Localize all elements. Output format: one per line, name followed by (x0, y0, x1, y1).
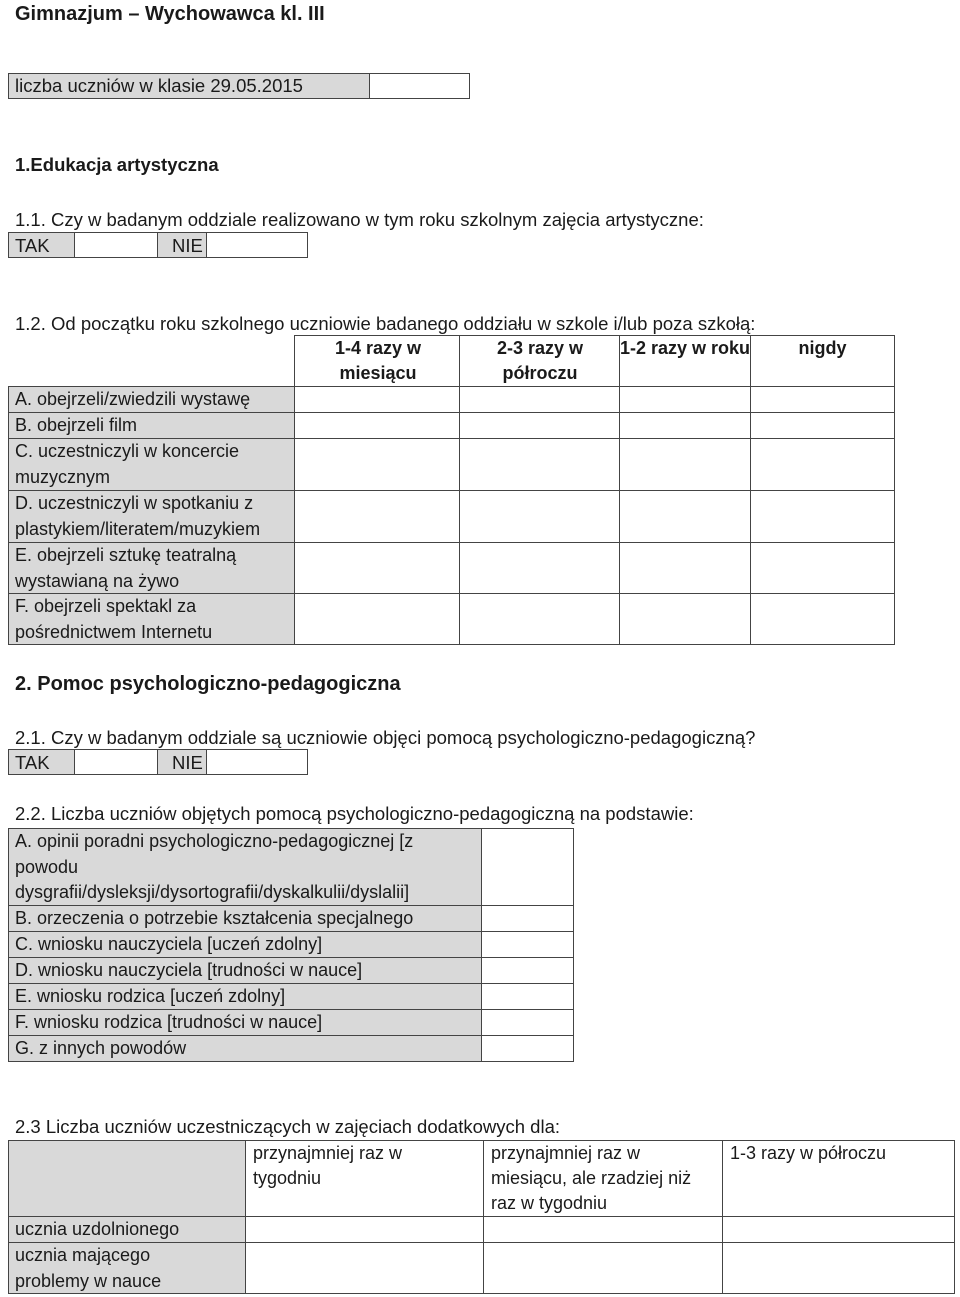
row-divider (481, 1009, 574, 1010)
row-label-d: D. uczestniczyli w spotkaniu z plastykiem/literatem/muzykiem (15, 493, 261, 539)
question-2-2: 2.2. Liczba uczniów objętych pomocą psychologiczno-pedagogiczną na podstawie: (15, 803, 694, 824)
col-header-half-year-text: 2-3 razy w półroczu (496, 338, 584, 383)
basis-label-g: G. z innych powodów (15, 1038, 187, 1058)
row-divider (245, 1242, 955, 1243)
row-label-gifted: ucznia uzdolnionego (15, 1219, 180, 1239)
count-input[interactable] (369, 73, 470, 99)
row-divider (481, 905, 574, 906)
col-yearly[interactable] (619, 386, 751, 645)
question-2-3: 2.3 Liczba uczniów uczestniczących w zajęciach dodatkowych dla: (15, 1116, 561, 1137)
basis-label-c: C. wniosku nauczyciela [uczeń zdolny] (15, 934, 323, 954)
row-label-f: F. obejrzeli spektakl za pośrednictwem Internetu (15, 596, 213, 642)
nie-input-2-1[interactable] (206, 749, 308, 775)
basis-label-a: A. opinii poradni psychologiczno-pedagogicznej [z powodu dysgrafii/dysleksji/dysortografii/dyskalkulii/dyslalii] (15, 831, 414, 902)
monthly-input[interactable] (483, 1216, 723, 1294)
row-divider (481, 931, 574, 932)
nie-input-1-1[interactable] (206, 232, 308, 258)
half-year-input[interactable] (722, 1216, 955, 1294)
row-divider (294, 593, 895, 594)
row-label-b: B. obejrzeli film (15, 415, 138, 435)
row-divider (481, 1035, 574, 1036)
row-divider (294, 542, 895, 543)
section-2-heading: 2. Pomoc psychologiczno-pedagogiczna (15, 673, 401, 695)
count-label: liczba uczniów w klasie 29.05.2015 (15, 75, 303, 96)
tak-label-2: TAK (15, 752, 50, 773)
col-header-yearly-text: 1-2 razy w roku (619, 338, 751, 358)
nie-label: NIE (172, 235, 203, 256)
col-half-year[interactable] (459, 386, 620, 645)
row-label-struggling: ucznia mającego problemy w nauce (15, 1245, 162, 1291)
header-label-box (8, 1140, 246, 1217)
tak-input-2-1[interactable] (74, 749, 158, 775)
nie-label-2: NIE (172, 752, 203, 773)
tak-input-1-1[interactable] (74, 232, 158, 258)
row-divider (481, 957, 574, 958)
question-2-1: 2.1. Czy w badanym oddziale są uczniowie objęci pomocą psychologiczno-pedagogiczną? (15, 727, 756, 748)
row-divider (294, 438, 895, 439)
page-title: Gimnazjum – Wychowawca kl. III (15, 3, 325, 25)
col-never[interactable] (750, 386, 895, 645)
row-label-a: A. obejrzeli/zwiedzili wystawę (15, 389, 251, 409)
basis-label-b: B. orzeczenia o potrzebie kształcenia specjalnego (15, 908, 414, 928)
row-divider (294, 490, 895, 491)
tak-label: TAK (15, 235, 50, 256)
question-1-2: 1.2. Od początku roku szkolnego uczniowie badanego oddziału w szkole i/lub poza szkołą: (15, 313, 756, 334)
col-header-monthly-text: 1-4 razy w miesiącu (334, 338, 422, 383)
col-monthly[interactable] (294, 386, 460, 645)
row-divider (294, 412, 895, 413)
basis-label-f: F. wniosku rodzica [trudności w nauce] (15, 1012, 323, 1032)
weekly-input[interactable] (245, 1216, 484, 1294)
section-1-heading: 1.Edukacja artystyczna (15, 154, 219, 175)
col-header-half-year: 1-3 razy w półroczu (730, 1143, 887, 1163)
basis-label-d: D. wniosku nauczyciela [trudności w nauce] (15, 960, 363, 980)
row-label-c: C. uczestniczyli w koncercie muzycznym (15, 441, 240, 487)
col-header-never-text: nigdy (798, 338, 847, 358)
basis-input-column[interactable] (481, 828, 574, 1062)
basis-label-e: E. wniosku rodzica [uczeń zdolny] (15, 986, 286, 1006)
col-header-weekly: przynajmniej raz w tygodniu (253, 1143, 403, 1188)
row-label-e: E. obejrzeli sztukę teatralną wystawianą na żywo (15, 545, 237, 591)
row-divider (481, 983, 574, 984)
col-header-monthly: przynajmniej raz w miesiącu, ale rzadziej niż raz w tygodniu (491, 1143, 692, 1213)
question-1-1: 1.1. Czy w badanym oddziale realizowano w tym roku szkolnym zajęcia artystyczne: (15, 209, 704, 230)
